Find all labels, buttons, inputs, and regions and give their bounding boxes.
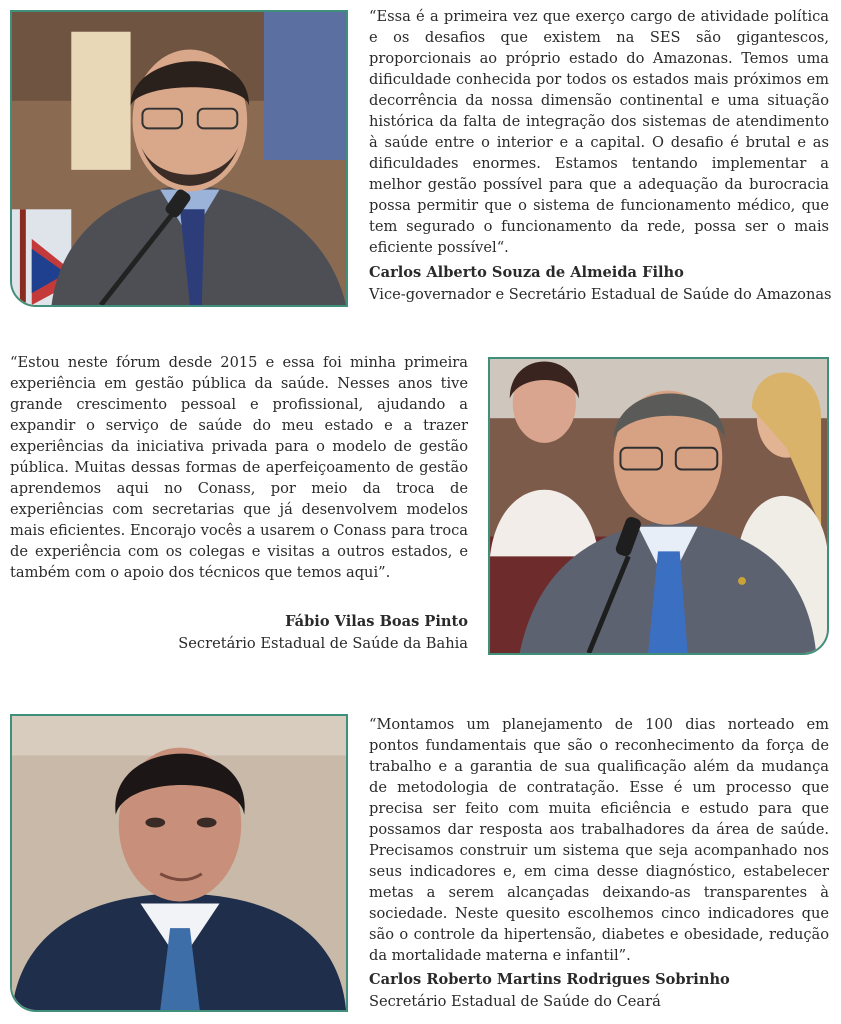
quote-text: “Estou neste fórum desde 2015 e essa foi minha primeira experiência em gestão pública da saúde. Nesses anos tive grande crescimento pessoal e profissional, ajudando a expandir o serviço de saúde do meu estado e a trazer experiências da iniciativa privada para o modelo de gestão pública. Muitas dessas formas de aperfeiçoamento de gestão aprendemos aqui no Conass, por meio da troca de experiências com secretarias que já desenvolvem modelos mais eficientes. Encorajo vocês a usarem o Conass para troca de experiência com os colegas e visitas a outros estados, e também com o apoio dos técnicos que temos aqui”. xyxy=(10,354,468,581)
speaker-name: Fábio Vilas Boas Pinto xyxy=(285,613,468,630)
speaker-role: Secretário Estadual de Saúde do Ceará xyxy=(369,993,661,1010)
quote-text: “Essa é a primeira vez que exerço cargo de atividade política e os desafios que existem na SES são gigantescos, proporcionais ao próprio estado do Amazonas. Temos uma dificuldade conhecida por todos os estados mais próximos em decorrência da nossa dimensão continental e uma situação histórica da falta de integração dos sistemas de atendimento à saúde entre o interior e a capital. O desafio é brutal e as dificuldades enormes. Estamos tentando implementar a melhor gestão possível para que a adequação da burocracia possa permitir que o sistema de funcionamento médico, que tem segurado o funcionamento da rede, possa ser o mais eficiente possível“. xyxy=(369,8,829,256)
photo-carlos-roberto xyxy=(10,714,348,1012)
quote-text: “Montamos um planejamento de 100 dias norteado em pontos fundamentais que são o reconhecimento da força de trabalho e a garantia de sua qualificação além da mudança de metodologia de contratação. Esse é um processo que precisa ser feito com muita eficiência e estudo para que possamos dar resposta aos trabalhadores da área de saúde. Precisamos construir um sistema que seja acompanhado nos seus indicadores e, em cima desse diagnóstico, estabelecer metas a serem alcançadas deixando-as transparentes à sociedade. Neste quesito escolhemos cinco indicadores que são o controle da hipertensão, diabetes e obesidade, redução da mortalidade materna e infantil”. xyxy=(369,716,829,964)
photo-fabio-vilas-boas xyxy=(488,357,829,655)
speaker-role: Secretário Estadual de Saúde da Bahia xyxy=(178,635,468,652)
speaker-name: Carlos Roberto Martins Rodrigues Sobrinho xyxy=(369,971,730,988)
speaker-name: Carlos Alberto Souza de Almeida Filho xyxy=(369,264,684,281)
photo-carlos-alberto xyxy=(10,10,348,307)
speaker-role: Vice-governador e Secretário Estadual de Saúde do Amazonas xyxy=(369,286,832,303)
